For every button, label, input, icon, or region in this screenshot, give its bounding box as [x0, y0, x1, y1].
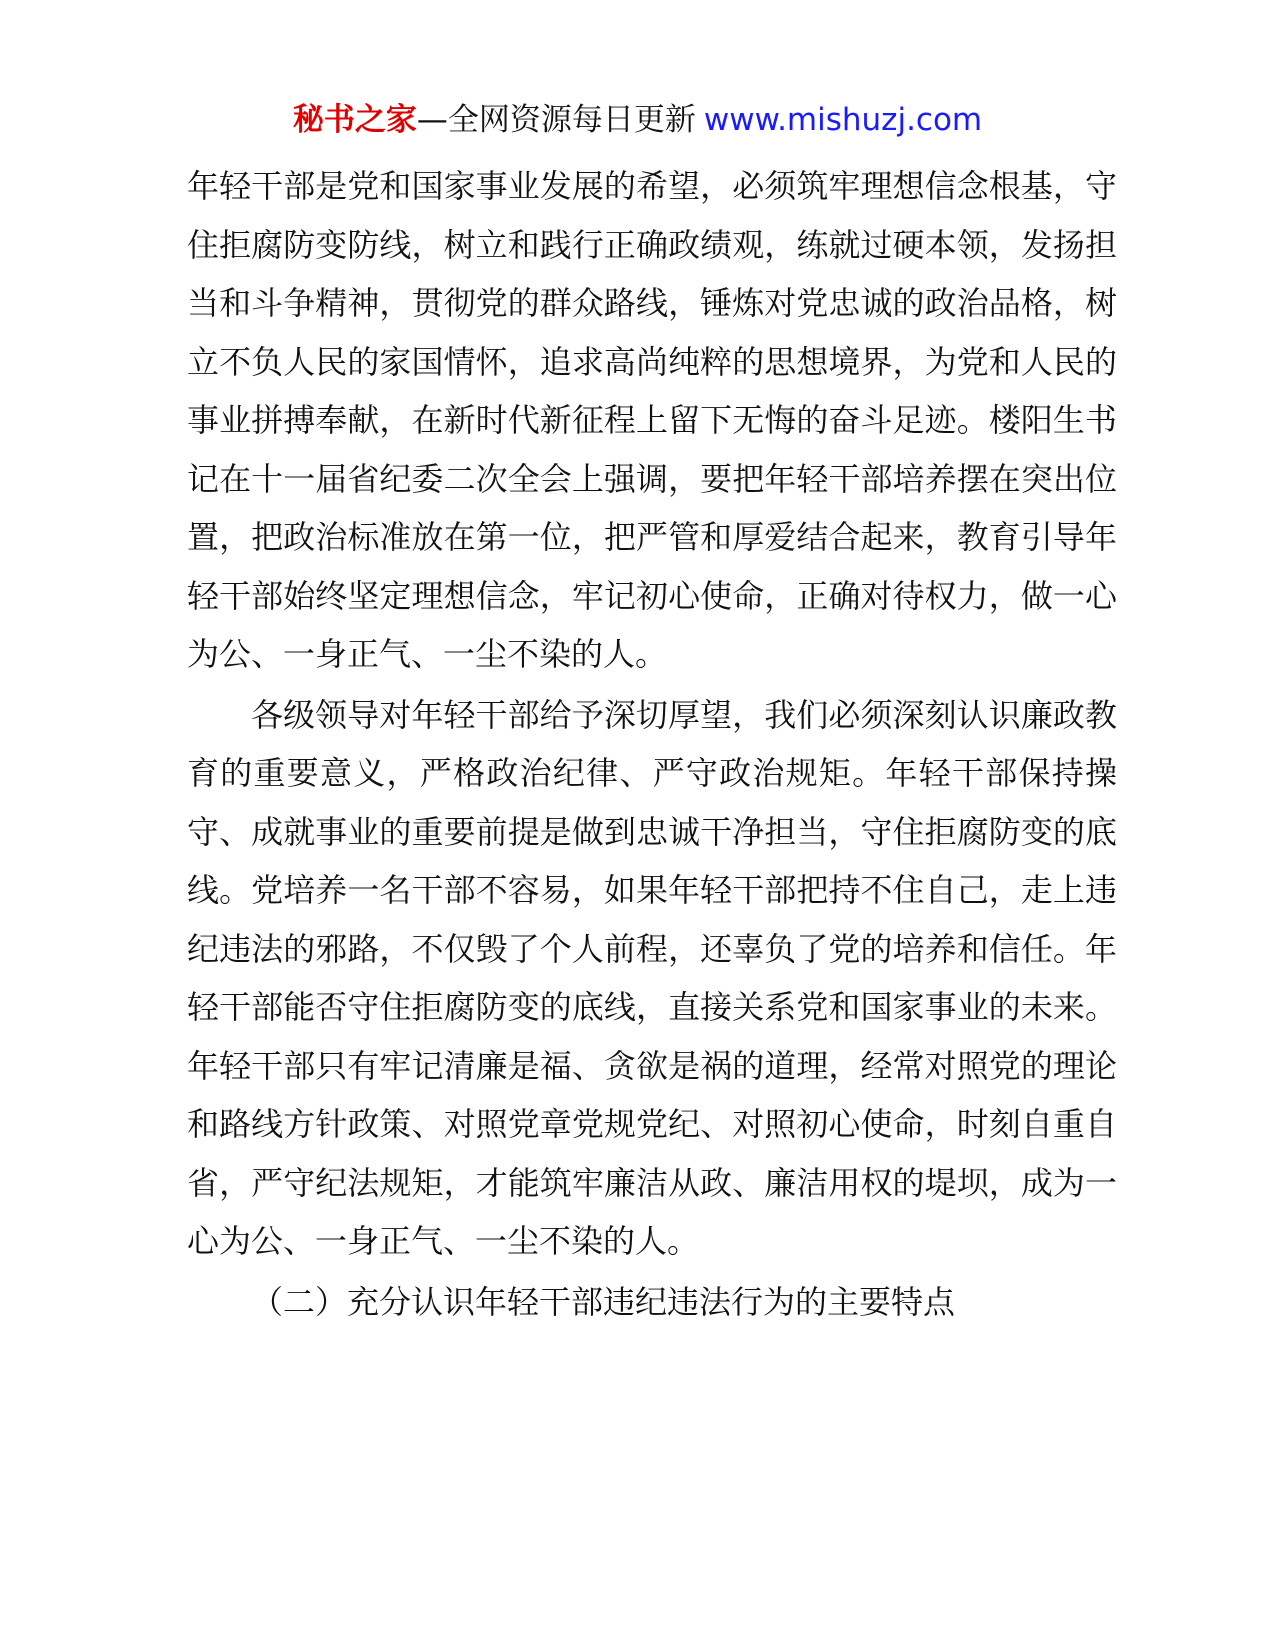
header-tagline: —全网资源每日更新: [416, 102, 696, 138]
header-url[interactable]: www.mishuzj.com: [703, 102, 983, 138]
paragraph-2: 各级领导对年轻干部给予深切厚望，我们必须深刻认识廉政教育的重要意义，严格政治纪律、严守政治规矩。年轻干部保持操守、成就事业的重要前提是做到忠诚干净担当，守住拒腐防变的底线。党培养一名干部不容易，如果年轻干部把持不住自己，走上违纪违法的邪路，不仅毁了个人前程，还辜负了党的培养和信任。年轻干部能否守住拒腐防变的底线，直接关系党和国家事业的未来。年轻干部只有牢记清廉是福、贪欲是祸的道理，经常对照党的理论和路线方针政策、对照党章党规党纪、对照初心使命，时刻自重自省，严守纪法规矩，才能筑牢廉洁从政、廉洁用权的堤坝，成为一心为公、一身正气、一尘不染的人。: [187, 695, 1117, 1260]
section-heading: （二）充分认识年轻干部违纪违法行为的主要特点: [251, 1282, 956, 1321]
page-header: [0, 98, 1275, 142]
document-body: [187, 157, 1117, 1331]
paragraph-1: 年轻干部是党和国家事业发展的希望，必须筑牢理想信念根基，守住拒腐防变防线，树立和践行正确政绩观，练就过硬本领，发扬担当和斗争精神，贯彻党的群众路线，锤炼对党忠诚的政治品格，树立不负人民的家国情怀，追求高尚纯粹的思想境界，为党和人民的事业拼搏奉献，在新时代新征程上留下无悔的奋斗足迹。楼阳生书记在十一届省纪委二次全会上强调，要把年轻干部培养摆在突出位置，把政治标准放在第一位，把严管和厚爱结合起来，教育引导年轻干部始终坚定理想信念，牢记初心使命，正确对待权力，做一心为公、一身正气、一尘不染的人。: [187, 167, 1117, 673]
brand-name: 秘书之家: [292, 102, 417, 138]
